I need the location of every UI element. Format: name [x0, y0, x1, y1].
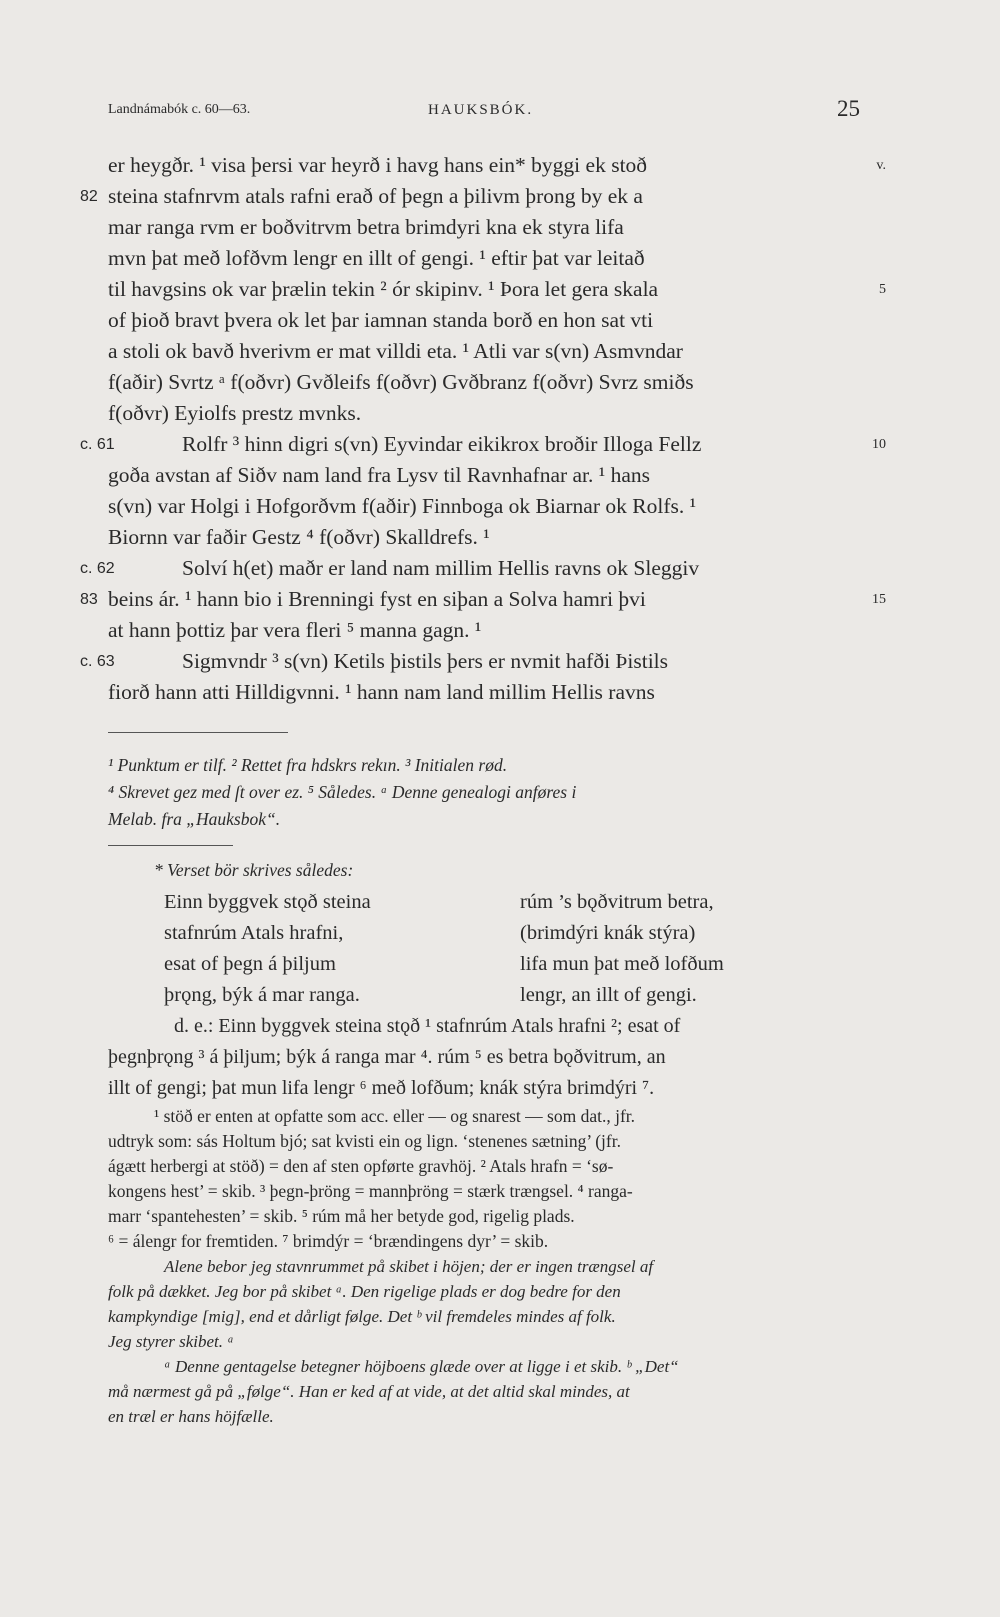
text-line: til havgsins ok var þrælin tekin ² ór skipinv. ¹ Þora let gera skala 5 [108, 277, 886, 301]
verse-prose-order [108, 1011, 860, 1104]
verse-note [108, 855, 860, 1429]
text-line: at hann þottiz þar vera fleri ⁵ manna gagn. ¹ [108, 618, 482, 642]
running-header [108, 96, 860, 126]
verse-notes [108, 1104, 860, 1254]
translation-line: Alene bebor jeg stavnrummet på skibet i höjen; der er ingen trængsel af [164, 1257, 654, 1276]
verse-line: lifa mun þat með lofðum [520, 953, 724, 975]
note-line: ¹ stöð er enten at opfatte som acc. eller — og snarest — som dat., jfr. [154, 1106, 636, 1126]
footnote-line: ¹ Punktum er tilf. ² Rettet fra hdskrs rekın. ³ Initialen rød. [108, 755, 508, 775]
note-line: kongens hest’ = skib. ³ þegn-þröng = mannþröng = stærk trængsel. ⁴ ranga- [108, 1181, 633, 1201]
verse-divider [108, 845, 233, 846]
text-line: c. 62 Solví h(et) maðr er land nam millim Hellis ravns ok Sleggiv [80, 556, 700, 580]
text-line: f(aðir) Svrtz ᵃ f(oðvr) Gvðleifs f(oðvr) Gvðbranz f(oðvr) Svrz smiðs [108, 370, 694, 394]
verse-line: rúm ’s bǫðvitrum betra, [520, 891, 714, 913]
translation-line: kampkyndige [mig], end et dårligt følge. Det ᵇ vil fremdeles mindes af folk. [108, 1307, 616, 1326]
text-line: Biornn var faðir Gestz ⁴ f(oðvr) Skalldrefs. ¹ [108, 525, 490, 549]
text-line: mvn þat með lofðvm lengr en illt of gengi. ¹ eftir þat var leitað [108, 246, 645, 270]
verse-line: Einn byggvek stǫð steina [164, 891, 371, 913]
verse-line: esat of þegn á þiljum [164, 953, 336, 975]
translation-line: må nærmest gå på „følge“. Han er ked af at vide, at det altid skal mindes, at [108, 1382, 630, 1401]
verse-line: lengr, an illt of gengi. [520, 984, 697, 1006]
verse-heading: * Verset bör skrives således: [154, 860, 354, 880]
verse-line: þrǫng, býk á mar ranga. [164, 984, 360, 1006]
verse-stanza [108, 887, 860, 1011]
prose-line: illt of gengi; þat mun lifa lengr ⁶ með lofðum; knák stýra brimdýri ⁷. [108, 1077, 655, 1099]
verse-left-column [164, 887, 371, 1011]
translation-line: ᵃ Denne gentagelse betegner höjboens glæde over at ligge i et skib. ᵇ „Det“ [164, 1357, 679, 1376]
text-line: 82 steina stafnrvm atals rafni erað of þegn a þilivm þrong by ek a [80, 184, 643, 208]
main-text [80, 150, 886, 708]
translation-line: en træl er hans höjfælle. [108, 1407, 274, 1426]
text-line: mar ranga rvm er boðvitrvm betra brimdyri kna ek styra lifa [108, 215, 624, 239]
text-line: c. 61 Rolfr ³ hinn digri s(vn) Eyvindar eikikrox broðir Illoga Fellz 10 [80, 432, 886, 456]
verse-translation [108, 1254, 860, 1429]
note-line: udtryk som: sás Holtum bjó; sat kvisti ein og lign. ‘stenenes sætning’ (jfr. [108, 1131, 621, 1151]
text-line: 83 beins ár. ¹ hann bio i Brenningi fyst en siþan a Solva hamri þvi 15 [80, 587, 886, 611]
text-line: fiorð hann atti Hilldigvnni. ¹ hann nam land millim Hellis ravns [108, 680, 655, 704]
text-line: of þioð bravt þvera ok let þar iamnan standa borð en hon sat vti [108, 308, 654, 332]
text-line: f(oðvr) Eyiolfs prestz mvnks. [108, 401, 362, 425]
prose-line: d. e.: Einn byggvek steina stǫð ¹ stafnrúm Atals hrafni ²; esat of [174, 1015, 681, 1037]
text-line: s(vn) var Holgi i Hofgorðvm f(aðir) Finnboga ok Biarnar ok Rolfs. ¹ [108, 494, 697, 518]
text-line: er heygðr. ¹ visa þersi var heyrð i havg hans ein* byggi ek stoð v. [108, 153, 886, 177]
footnote-divider [108, 732, 288, 733]
footnotes [108, 752, 860, 833]
header-left: Landnámabók c. 60—63. [108, 102, 251, 117]
note-line: ágætt herbergi at stöð) = den af sten opførte gravhöj. ² Atals hrafn = ‘sø- [108, 1156, 614, 1176]
translation-line: folk på dækket. Jeg bor på skibet ᵃ. Den rigelige plads er dog bedre for den [108, 1282, 621, 1301]
header-title: HAUKSBÓK. [428, 102, 534, 118]
note-line: ⁶ = álengr for fremtiden. ⁷ brimdýr = ‘brændingens dyr’ = skib. [108, 1231, 549, 1251]
footnote-line: Melab. fra „Hauksbok“. [108, 809, 281, 829]
translation-line: Jeg styrer skibet. ᵃ [108, 1332, 235, 1351]
text-line: goða avstan af Siðv nam land fra Lysv til Ravnhafnar ar. ¹ hans [108, 463, 651, 487]
verse-line: stafnrúm Atals hrafni, [164, 922, 344, 944]
note-line: marr ‘spantehesten’ = skib. ⁵ rúm må her betyde god, rigelig plads. [108, 1206, 575, 1226]
verse-line: (brimdýri knák stýra) [520, 922, 696, 944]
page-number: 25 [837, 96, 860, 121]
text-line: a stoli ok bavð hverivm er mat villdi eta. ¹ Atli var s(vn) Asmvndar [108, 339, 683, 363]
footnote-line: ⁴ Skrevet gez med ſt over ez. ⁵ Således. ᵃ Denne genealogi anføres i [108, 782, 577, 802]
text-line: c. 63 Sigmvndr ³ s(vn) Ketils þistils þers er nvmit hafði Þistils [80, 649, 669, 673]
prose-line: þegnþrǫng ³ á þiljum; býk á ranga mar ⁴. rúm ⁵ es betra bǫðvitrum, an [108, 1046, 666, 1068]
verse-right-column [520, 887, 724, 1011]
